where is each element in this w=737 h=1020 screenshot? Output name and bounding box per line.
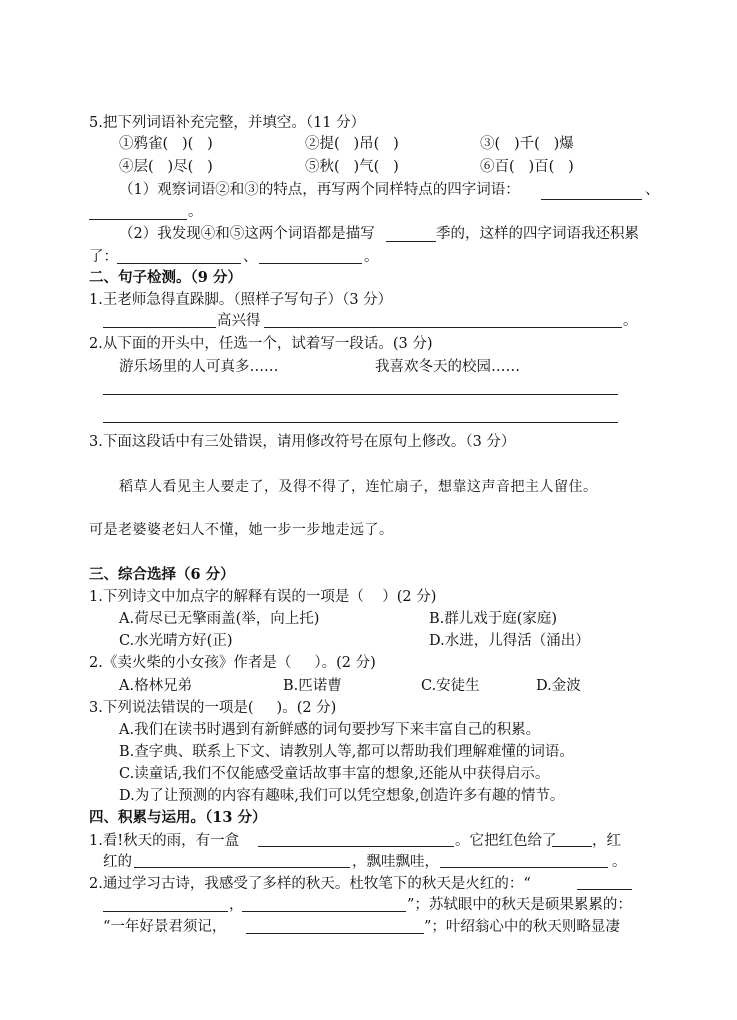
s4-q1-line2: 红的 [103,854,132,870]
q5-word-5: ⑤秋( )气( ) [305,159,399,175]
separator: 、 [243,249,258,265]
s4-q1: 1.看!秋天的雨，有一盒 [89,833,240,849]
s4-q1-cont: 。它把红色给了 [455,833,557,849]
writing-line[interactable] [103,394,618,395]
option-c[interactable]: C.安徒生 [421,678,480,694]
s2-q2-opt1: 游乐场里的人可真多…… [119,359,279,375]
option-a[interactable]: A.我们在读书时遇到有新鲜感的词句要抄写下来丰富自己的积累。 [119,722,541,738]
answer-line[interactable] [117,263,241,264]
answer-line[interactable] [134,867,350,868]
period: 。 [364,249,379,265]
option-c[interactable]: C.读童话,我们不仅能感受童话故事丰富的想象,还能从中获得启示。 [119,766,550,782]
answer-line[interactable] [552,846,592,847]
s3-q1: 1.下列诗文中加点字的解释有误的一项是（ ）(2 分) [89,589,437,605]
answer-line[interactable] [242,911,406,912]
section-heading: 三、综合选择（6 分） [89,566,235,583]
period: 。 [612,854,627,870]
s3-q3: 3.下列说法错误的一项是( )。(2 分) [89,700,337,716]
q5-word-3: ③( )千( )爆 [480,136,574,152]
option-a[interactable]: A.荷尽已无擎雨盖(举，向上托) [119,611,320,627]
s2-q1: 1.王老师急得直跺脚。（照样子写句子）（3 分） [89,292,393,308]
section-heading: 四、积累与运用。（13 分） [89,809,267,826]
s2-q3: 3.下面这段话中有三处错误，请用修改符号在原句上修改。（3 分） [89,434,516,450]
period: 。 [623,313,638,329]
q5-sub2: （2）我发现④和⑤这两个词语都是描写 [119,226,375,242]
comma: ， [229,897,244,913]
answer-line[interactable] [259,263,362,264]
answer-line[interactable] [541,199,642,200]
s2-q3-text: 可是老婆婆老妇人不懂，她一步一步地走远了。 [89,522,394,538]
option-a[interactable]: A.格林兄弟 [119,678,193,694]
option-b[interactable]: B.查字典、联系上下文、请教别人等,都可以帮助我们理解难懂的词语。 [119,744,574,760]
q5-word-1: ①鸦雀( )( ) [119,136,213,152]
answer-line[interactable] [264,327,622,328]
q5-sub2-lead: 了： [89,249,118,265]
answer-line[interactable] [103,327,216,328]
option-d[interactable]: D.金波 [536,678,581,694]
s3-q2: 2.《卖火柴的小女孩》作者是（ ）。(2 分) [89,655,376,671]
q5-sub1: （1）观察词语②和③的特点，再写两个同样特点的四字词语： [119,182,520,198]
answer-line[interactable] [440,867,608,868]
answer-line[interactable] [103,911,228,912]
section-heading: 二、句子检测。（9 分） [89,269,242,286]
q5-word-6: ⑥百( )百( ) [480,159,574,175]
option-d[interactable]: D.水进，儿得活（涌出） [429,633,590,649]
option-d[interactable]: D.为了让预测的内容有趣味,我们可以凭空想象,创造许多有趣的情节。 [119,788,565,804]
separator: 、 [645,182,660,198]
q5-word-4: ④层( )尽( ) [119,159,213,175]
option-c[interactable]: C.水光晴方好(正) [119,633,233,649]
s2-q1-mid: 高兴得 [217,313,261,329]
answer-line[interactable] [258,846,454,847]
period: 。 [188,204,203,220]
s4-q1-cont: ，飘哇飘哇， [352,854,439,870]
answer-line[interactable] [246,933,424,934]
q5-title: 5.把下列词语补充完整，并填空。（11 分） [89,115,366,131]
s2-q3-text: 稻草人看见主人要走了，及得不得了，连忙扇子，想靠这声音把主人留住。 [119,479,598,495]
option-b[interactable]: B.群儿戏于庭(家庭) [429,611,558,627]
s4-q2-cont: ”；叶绍翁心中的秋天则略显凄 [424,919,620,935]
s4-q2-line3: “一年好景君须记， [103,919,227,935]
s2-q2: 2.从下面的开头中，任选一个，试着写一段话。(3 分) [89,336,433,352]
s4-q2-cont: ”；苏轼眼中的秋天是硕果累累的： [407,897,632,913]
answer-line[interactable] [577,889,632,890]
s4-q1-cont: ，红 [592,833,621,849]
answer-line[interactable] [89,219,187,220]
q5-word-2: ②提( )吊( ) [305,136,399,152]
q5-sub2-cont: 季的，这样的四字词语我还积累 [436,226,639,242]
writing-line[interactable] [103,422,618,423]
answer-line[interactable] [386,241,436,242]
s4-q2: 2.通过学习古诗，我感受了多样的秋天。杜牧笔下的秋天是火红的：“ [89,876,531,892]
option-b[interactable]: B.匹诺曹 [283,678,342,694]
s2-q2-opt2: 我喜欢冬天的校园…… [375,359,520,375]
